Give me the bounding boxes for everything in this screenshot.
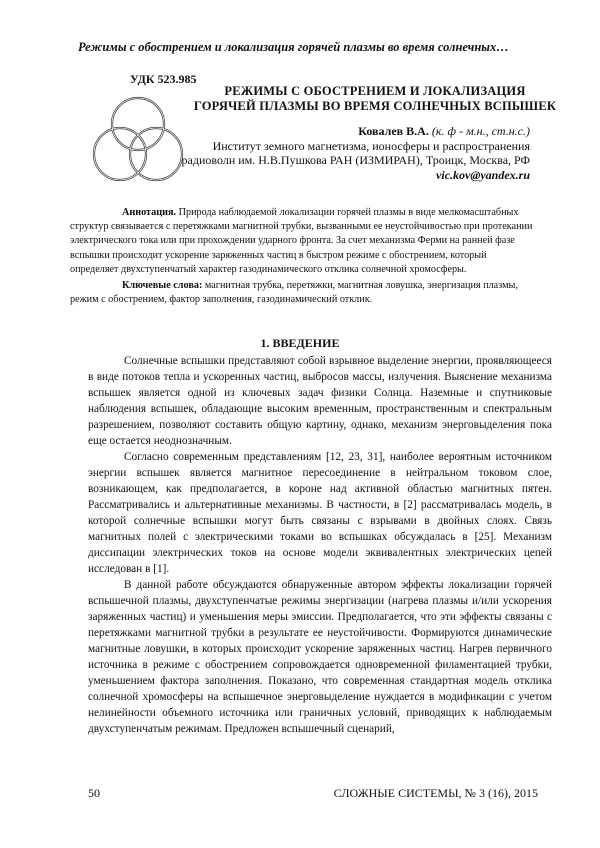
author-degree: (к. ф - м.н., ст.н.с.) — [431, 124, 530, 138]
author-email[interactable]: vic.kov@yandex.ru — [436, 167, 530, 182]
body-paragraph: Согласно современным представлениям [12, 23, 31], наиболее вероятным источником энергии вспышек является магнитное пересоединение в нейтральном токовом слое, возникающем, как предполагается, в короне над активной областью магнитных пятен. Рассматривались и альтернативные механизмы. В частности, в [2] рассматривалась модель, в которой солнечные вспышки могут быть связаны с взрывами в двойных слоях. Связь магнитных полей с электрическими токами во вспышках обсуждалась в [25]. Механизм диссипации электрических токов на основе модели эквивалентных электрических цепей исследован в [1]. — [88, 451, 552, 575]
title-line-1: РЕЖИМЫ С ОБОСТРЕНИЕМ И ЛОКАЛИЗАЦИЯ — [224, 84, 526, 98]
abstract — [70, 206, 534, 307]
title-line-2: ГОРЯЧЕЙ ПЛАЗМЫ ВО ВРЕМЯ СОЛНЕЧНЫХ ВСПЫШЕК — [193, 99, 557, 113]
running-header: Режимы с обострением и локализация горячей плазмы во время солнечных… — [78, 40, 509, 54]
keywords-text: магнитная трубка, перетяжки, магнитная ловушка, энергизация плазмы, режим с обострением, фактор заполнения, газодинамический отклик. — [70, 280, 518, 306]
journal-footer: СЛОЖНЫЕ СИСТЕМЫ, № 3 (16), 2015 — [333, 786, 538, 800]
section-body — [88, 353, 552, 737]
section-heading: 1. ВВЕДЕНИЕ — [260, 336, 340, 350]
abstract-label: Аннотация. — [122, 207, 177, 218]
udk-code: УДК 523.985 — [130, 72, 197, 86]
affiliation-line-2: радиоволн им. Н.В.Пушкова РАН (ИЗМИРАН), Троицк, Москва, РФ — [181, 153, 530, 167]
author-block — [150, 124, 530, 182]
author-name: Ковалев В.А. — [358, 124, 429, 138]
author-line — [150, 124, 530, 139]
paper-title — [190, 84, 560, 114]
page-number: 50 — [88, 786, 100, 800]
affiliation-line-1: Институт земного магнетизма, ионосферы и распространения — [212, 138, 530, 153]
body-paragraph: В данной работе обсуждаются обнаруженные автором эффекты локализации горячей вспышечной плазмы, двухступенчатые режимы энергизации (нагрева плазмы и/или ускорения заряженных частиц) и уменьшения меры эмиссии. Предполагается, что эти эффекты связаны с перетяжками магнитной трубки в результате ее неустойчивости. Формируются динамические магнитные ловушки, в которых происходит ускорение заряженных частиц. Нагрев первичного источника в режиме с обострением сопровождается одновременной филаментацией трубки, уменьшением фактора заполнения. Показано, что современная стандартная модель отклика солнечной хромосферы на вспышечное энерговыделение нуждается в модификации с учетом нелинейности объемного источника или граничных условий, приводящих к наблюдаемым двухступенчатым режимам. Предложен вспышечный сценарий, — [88, 579, 552, 735]
keywords-paragraph — [70, 279, 534, 307]
body-paragraph: Солнечные вспышки представляют собой взрывное выделение энергии, проявляющееся в виде потоков тепла и ускоренных частиц, выбросов массы, излучения. Выяснение механизма вспышек является одной из ключевых задач физики Солнца. Наземные и спутниковые наблюдения вспышек, обладающие высоким временным, пространственным и спектральным разрешением, позволяют составить общую картину, однако, механизм энерговыделения пока еще остается неоднозначным. — [88, 355, 552, 447]
abstract-paragraph — [70, 206, 534, 277]
abstract-text: Природа наблюдаемой локализации горячей плазмы в виде мелкомасштабных структур связывается с перетяжками магнитной трубки, вызванными ее неустойчивостью при протекании электрического тока или при прохождении ударного фронта. За счет механизма Ферми на ранней фазе вспышки происходит ускорение заряженных частиц в быстром режиме с обострением, который определяет двухступенчатый характер газодинамического отклика солнечной хромосферы. — [70, 207, 533, 275]
keywords-label: Ключевые слова: — [122, 280, 203, 292]
